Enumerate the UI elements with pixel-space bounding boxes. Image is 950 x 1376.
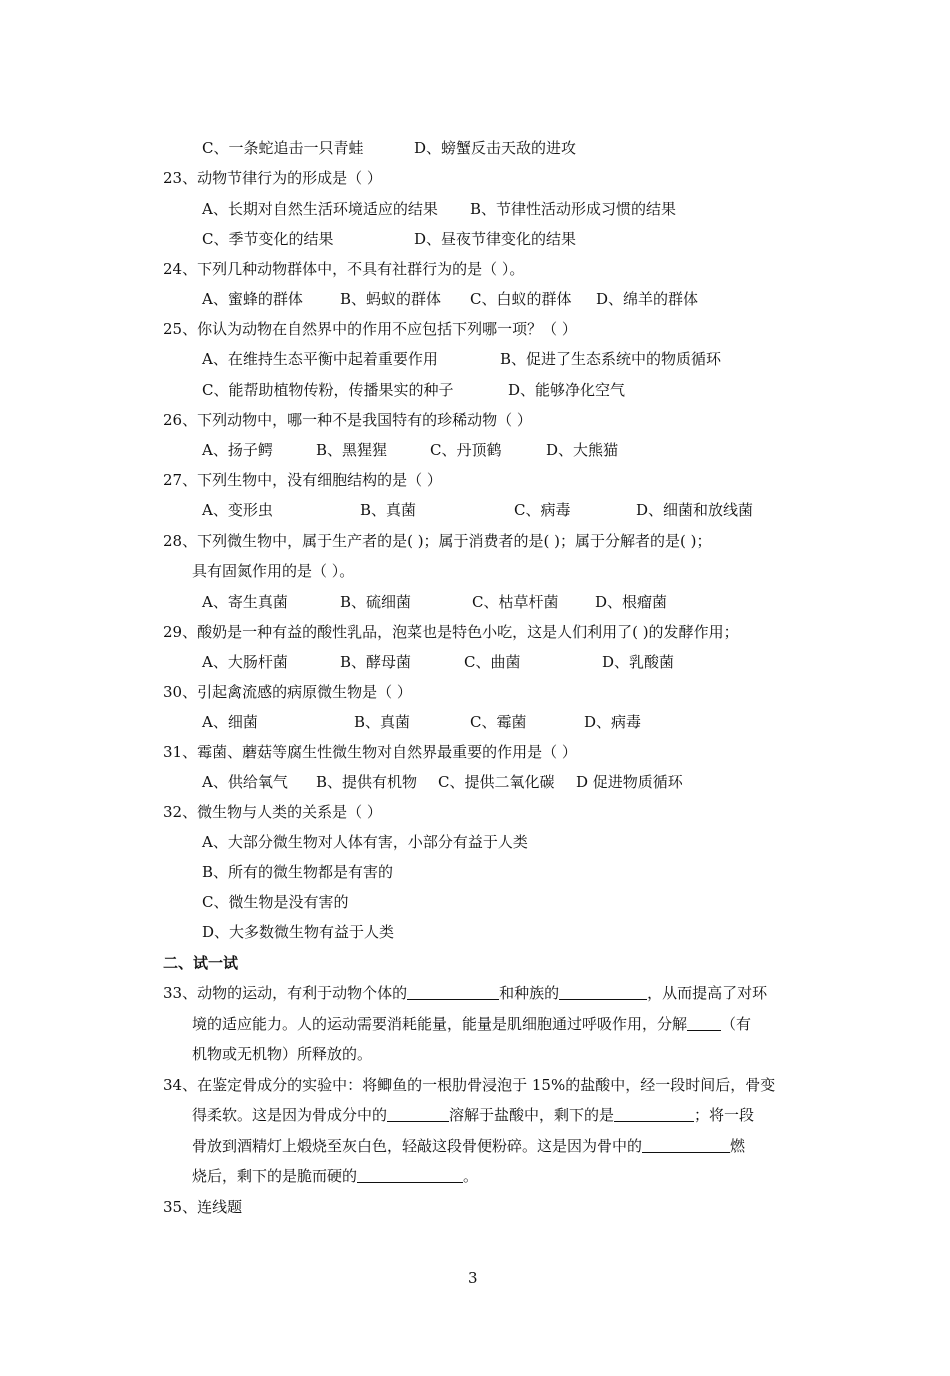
page-number: 3 xyxy=(468,1269,478,1287)
section-heading: 二、试一试 xyxy=(163,954,239,972)
question-25-stem: 25、你认为动物在自然界中的作用不应包括下列哪一项？（ ） xyxy=(163,320,577,338)
answer-blank xyxy=(642,1137,730,1153)
question-30-stem: 30、引起禽流感的病原微生物是（ ） xyxy=(163,683,412,701)
option-d: D、病毒 xyxy=(584,713,642,731)
option-b: B、黑猩猩 xyxy=(316,441,388,459)
option-a: A、变形虫 xyxy=(202,501,273,519)
text: 溶解于盐酸中，剩下的是 xyxy=(449,1106,615,1124)
option-c: C、微生物是没有害的 xyxy=(202,893,349,911)
option-b: B、促进了生态系统中的物质循环 xyxy=(500,350,722,368)
question-34-line4 xyxy=(192,1166,478,1186)
option-d: D、绵羊的群体 xyxy=(596,290,699,308)
option-a: A、扬子鳄 xyxy=(202,441,273,459)
text: 和种族的 xyxy=(499,984,560,1002)
text: ；将一段 xyxy=(694,1106,755,1124)
text: 燃 xyxy=(730,1137,746,1155)
text: 。 xyxy=(463,1167,479,1185)
question-28-stem: 28、下列微生物中，属于生产者的是( )；属于消费者的是( )；属于分解者的是( )； xyxy=(163,532,712,550)
answer-blank xyxy=(687,1015,721,1031)
question-27-stem: 27、下列生物中，没有细胞结构的是（ ） xyxy=(163,471,442,489)
option-b: B、提供有机物 xyxy=(316,773,418,791)
option-b: B、硫细菌 xyxy=(340,593,412,611)
text: 境的适应能力。人的运动需要消耗能量，能量是肌细胞通过呼吸作用，分解 xyxy=(192,1015,688,1033)
option-a: A、长期对自然生活环境适应的结果 xyxy=(202,200,438,218)
question-33-line3: 机物或无机物）所释放的。 xyxy=(192,1045,373,1063)
option-c: C、季节变化的结果 xyxy=(202,230,334,248)
option-c: C、枯草杆菌 xyxy=(472,593,559,611)
option-b: B、节律性活动形成习惯的结果 xyxy=(470,200,677,218)
question-31-stem: 31、霉菌、蘑菇等腐生性微生物对自然界最重要的作用是（ ） xyxy=(163,743,577,761)
option-a: A、大部分微生物对人体有害，小部分有益于人类 xyxy=(202,833,528,851)
option-a: A、细菌 xyxy=(202,713,258,731)
option-d: D、螃蟹反击天敌的进攻 xyxy=(414,139,577,157)
text: （有 xyxy=(721,1015,752,1033)
text: 得柔软。这是因为骨成分中的 xyxy=(192,1106,388,1124)
answer-blank xyxy=(614,1106,694,1122)
question-33-line1 xyxy=(163,983,767,1003)
option-c: C、丹顶鹤 xyxy=(430,441,502,459)
option-d: D、能够净化空气 xyxy=(508,381,626,399)
option-b: B、真菌 xyxy=(360,501,417,519)
question-34-line3 xyxy=(192,1136,745,1156)
option-a: A、供给氧气 xyxy=(202,773,288,791)
option-c: C、病毒 xyxy=(514,501,571,519)
option-d: D、根瘤菌 xyxy=(595,593,668,611)
question-34-line1: 34、在鉴定骨成分的实验中：将鲫鱼的一根肋骨浸泡于 15%的盐酸中，经一段时间后，骨变 xyxy=(163,1076,776,1094)
option-a: A、大肠杆菌 xyxy=(202,653,288,671)
option-d: D、大熊猫 xyxy=(546,441,619,459)
answer-blank xyxy=(407,984,499,1000)
question-34-line2 xyxy=(192,1105,754,1125)
question-24-stem: 24、下列几种动物群体中，不具有社群行为的是（ ）。 xyxy=(163,260,525,278)
text: ，从而提高了对环 xyxy=(647,984,768,1002)
option-d: D、乳酸菌 xyxy=(602,653,675,671)
option-a: A、寄生真菌 xyxy=(202,593,288,611)
answer-blank xyxy=(559,984,647,1000)
option-b: B、酵母菌 xyxy=(340,653,412,671)
option-d: D、大多数微生物有益于人类 xyxy=(202,923,395,941)
option-a: A、蜜蜂的群体 xyxy=(202,290,303,308)
question-33-line2 xyxy=(192,1014,751,1034)
option-a: A、在维持生态平衡中起着重要作用 xyxy=(202,350,438,368)
option-c: C、能帮助植物传粉，传播果实的种子 xyxy=(202,381,454,399)
question-28-stem-continued: 具有固氮作用的是（ ）。 xyxy=(192,562,355,580)
option-d: D、昼夜节律变化的结果 xyxy=(414,230,577,248)
option-b: B、真菌 xyxy=(354,713,411,731)
question-23-stem: 23、动物节律行为的形成是（ ） xyxy=(163,169,382,187)
option-c: C、提供二氧化碳 xyxy=(438,773,555,791)
option-c: C、曲菌 xyxy=(464,653,521,671)
text: 33、动物的运动，有利于动物个体的 xyxy=(163,984,408,1002)
question-29-stem: 29、酸奶是一种有益的酸性乳品，泡菜也是特色小吃，这是人们利用了( )的发酵作用； xyxy=(163,623,739,641)
option-c: C、白蚁的群体 xyxy=(470,290,572,308)
option-b: B、所有的微生物都是有害的 xyxy=(202,863,394,881)
question-26-stem: 26、下列动物中，哪一种不是我国特有的珍稀动物（ ） xyxy=(163,411,532,429)
answer-blank xyxy=(357,1167,463,1183)
text: 骨放到酒精灯上煅烧至灰白色，轻敲这段骨便粉碎。这是因为骨中的 xyxy=(192,1137,643,1155)
option-d: D 促进物质循环 xyxy=(576,773,683,791)
answer-blank xyxy=(387,1106,449,1122)
option-c: C、霉菌 xyxy=(470,713,527,731)
question-32-stem: 32、微生物与人类的关系是（ ） xyxy=(163,803,382,821)
option-d: D、细菌和放线菌 xyxy=(636,501,754,519)
option-b: B、蚂蚁的群体 xyxy=(340,290,442,308)
text: 烧后，剩下的是脆而硬的 xyxy=(192,1167,358,1185)
question-35-stem: 35、连线题 xyxy=(163,1198,243,1216)
option-c: C、一条蛇追击一只青蛙 xyxy=(202,139,364,157)
